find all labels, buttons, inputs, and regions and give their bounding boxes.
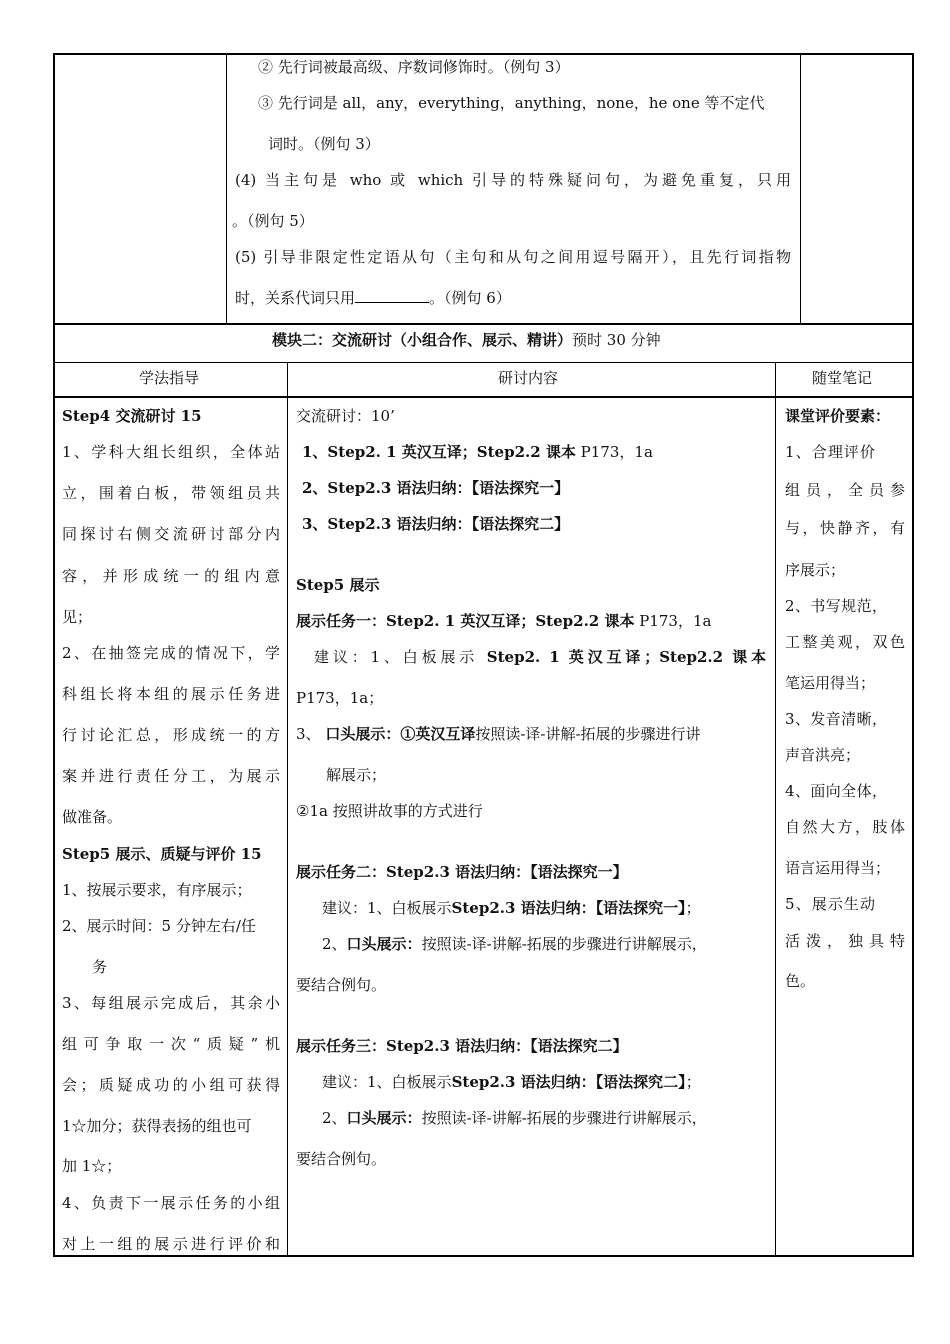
module-row-top [53, 323, 914, 325]
left-l1-1: 1、学科大组长组织，全体站 [62, 443, 280, 461]
task2-suggestion-2-bold: 口头展示： [346, 935, 422, 953]
evaluation-line-13: 5、展示生动 [785, 895, 875, 913]
module-title [272, 330, 661, 350]
evaluation-line-2: 组员，全员参 [785, 481, 905, 499]
table-border-left [53, 53, 55, 1257]
left-s2a: 2、展示时间：5 分钟左右/任 [62, 917, 256, 935]
left-l1-5: 见； [62, 608, 93, 626]
rule-item-5-line1: (5) 引导非限定性定语从句（主句和从句之间用逗号隔开），且先行词指物 [235, 248, 791, 266]
rule-item-5-text: 时，关系代词只用 [235, 289, 356, 307]
evaluation-line-9: 声音洪亮； [785, 746, 861, 764]
discussion-item-1-bold: 1、Step2. 1 英汉互译；Step2.2 课本 [302, 443, 576, 461]
top-divider-left [226, 53, 227, 324]
task1-suggestion-1-a: 建议：1、白板展示 [314, 648, 479, 666]
evaluation-line-12: 语言运用得当； [785, 859, 891, 877]
task3-suggestion-2-bold: 口头展示： [346, 1109, 422, 1127]
task1-title [296, 611, 711, 631]
discussion-item-2-text: 2、Step2.3 语法归纳： [302, 479, 472, 497]
left-l2-4: 案并进行责任分工，为展示 [62, 767, 280, 785]
evaluation-line-7: 笔运用得当； [785, 674, 876, 692]
evaluation-line-8: 3、发音清晰， [785, 710, 887, 728]
module-time: 预时 30 分钟 [572, 331, 661, 349]
column-divider-1 [287, 362, 288, 1256]
rule-item-3-line1: ③ 先行词是 all，any，everything，anything，none，he one 等不定代 [258, 94, 765, 112]
discussion-item-1-page: P173，1a [580, 443, 653, 461]
header-class-notes: 随堂笔记 [812, 369, 873, 387]
left-s1: 1、按展示要求，有序展示； [62, 881, 252, 899]
left-s3-1: 3、每组展示完成后，其余小 [62, 994, 280, 1012]
task1-suggestion-1-b: Step2. 1 英汉互译；Step2.2 课本 [486, 648, 766, 666]
task1-suggestion-1 [314, 647, 766, 667]
discussion-item-1 [302, 442, 653, 462]
fill-blank [355, 288, 429, 303]
discussion-item-2 [302, 478, 569, 498]
discussion-item-3-topic: 【语法探究二】 [471, 515, 570, 533]
task2-title [296, 862, 628, 882]
left-l2-1: 2、在抽签完成的情况下，学 [62, 644, 280, 662]
task2-suggestion-2-rest: 按照读-译-讲解-拓展的步骤进行讲解展示， [421, 935, 707, 953]
task3-suggestion-2-num: 2、 [322, 1109, 347, 1127]
task2-suggestion-2 [322, 934, 707, 954]
task2-suggestion-2-num: 2、 [322, 935, 347, 953]
task1-suggestion-1-cont: P173，1a； [296, 689, 384, 707]
task1-suggestion-3: ②1a 按照讲故事的方式进行 [296, 802, 483, 820]
evaluation-line-14: 活泼，独具特 [785, 932, 905, 950]
evaluation-line-3: 与，快静齐，有 [785, 519, 905, 537]
evaluation-line-1: 1、合理评价 [785, 443, 875, 461]
task3-suggestion-1-b: 白板展示 [391, 1073, 452, 1091]
task3-suggestion-1-c: Step2.3 语法归纳：【语法探究二】 [451, 1073, 686, 1091]
discussion-item-2-topic: 【语法探究一】 [471, 479, 570, 497]
task1-title-a: 展示 [296, 612, 327, 630]
task3-suggestion-1-d: ； [685, 1073, 701, 1091]
task1-suggestion-2-bold: 口头展示：①英汉互译 [325, 725, 476, 743]
left-s3-3: 会；质疑成功的小组可获得 [62, 1076, 280, 1094]
left-s3-4: 1☆加分；获得表扬的组也可 [62, 1117, 252, 1135]
table-border-right [912, 53, 914, 1257]
rule-item-4-line1: (4) 当主句是 who 或 which 引导的特殊疑问句，为避免重复，只用 [235, 171, 791, 189]
task1-suggestion-2-rest: 按照读-译-讲解-拓展的步骤进行讲 [475, 725, 701, 743]
task1-suggestion-2 [296, 724, 701, 744]
left-l1-3: 同探讨右侧交流研讨部分内 [62, 525, 280, 543]
task1-title-b: 任务一：Step2. 1 英汉互译；Step2.2 课本 [326, 612, 635, 630]
rule-item-3-line2: 词时。（例句 3） [268, 135, 380, 153]
header-row-top [53, 362, 914, 363]
rule-item-4-line2: 。（例句 5） [232, 212, 314, 230]
left-s2b: 务 [92, 958, 108, 976]
task3-suggestion-2-rest: 按照读-译-讲解-拓展的步骤进行讲解展示， [421, 1109, 707, 1127]
discussion-item-3 [302, 514, 569, 534]
rule-item-2: ② 先行词被最高级、序数词修饰时。（例句 3） [258, 58, 570, 76]
header-row-bottom [53, 396, 914, 398]
evaluation-line-4: 序展示； [785, 561, 846, 579]
table-border-top [53, 53, 914, 55]
task2-title-a: 展示任务二：Step2.3 语法归纳： [296, 863, 531, 881]
evaluation-line-11: 自然大方，肢体 [785, 818, 905, 836]
task2-title-b: 【语法探究一】 [530, 863, 628, 881]
task3-title-b: 【语法探究二】 [530, 1037, 628, 1055]
task3-suggestion-2 [322, 1108, 707, 1128]
task3-suggestion-1 [322, 1072, 701, 1092]
left-l2-3: 行讨论汇总，形成统一的方 [62, 726, 280, 744]
task1-suggestion-2-num: 3、 [296, 725, 321, 743]
left-l1-2: 立，围着白板，带领组员共 [62, 484, 280, 502]
task2-suggestion-1-b: Step2.3 语法归纳：【语法探究一】 [451, 899, 686, 917]
module-title-bold: 模块二：交流研讨（小组合作、展示、精讲） [272, 331, 573, 349]
step4-title: Step4 交流研讨 15 [62, 407, 202, 425]
task3-suggestion-2-cont: 要结合例句。 [296, 1150, 387, 1168]
discussion-intro: 交流研讨：10’ [296, 407, 395, 425]
left-s4-2: 对上一组的展示进行评价和 [62, 1235, 280, 1253]
evaluation-line-5: 2、书写规范， [785, 597, 887, 615]
top-divider-right [800, 53, 801, 324]
task1-title-page: P173，1a [639, 612, 712, 630]
task3-suggestion-1-a: 建议：1、 [322, 1073, 392, 1091]
rule-item-5-line2 [235, 288, 511, 308]
evaluation-title: 课堂评价要素： [785, 407, 891, 425]
step5-left-title: Step5 展示、质疑与评价 15 [62, 845, 262, 863]
left-l1-4: 容，并形成统一的组内意 [62, 567, 280, 585]
task2-suggestion-1-c: ； [685, 899, 701, 917]
task1-suggestion-2-cont: 解展示； [326, 766, 387, 784]
evaluation-line-15: 色。 [785, 972, 816, 990]
discussion-item-3-text: 3、Step2.3 语法归纳： [302, 515, 472, 533]
header-discussion-content: 研讨内容 [498, 369, 559, 387]
left-l2-2: 科组长将本组的展示任务进 [62, 685, 280, 703]
column-divider-2 [775, 362, 776, 1256]
rule-item-5-example: 。（例句 6） [429, 289, 511, 307]
task2-suggestion-1-a: 建议：1、白板展示 [322, 899, 452, 917]
left-s3-5: 加 1☆； [62, 1157, 122, 1175]
task2-suggestion-1 [322, 898, 701, 918]
step5-middle-title: Step5 展示 [296, 576, 380, 594]
task3-title [296, 1036, 628, 1056]
left-s3-2: 组可争取一次“质疑”机 [62, 1035, 280, 1053]
table-border-bottom [53, 1255, 914, 1257]
task3-title-a: 展示任务三：Step2.3 语法归纳： [296, 1037, 531, 1055]
evaluation-line-6: 工整美观，双色 [785, 633, 905, 651]
header-method-guide: 学法指导 [139, 369, 200, 387]
evaluation-line-10: 4、面向全体， [785, 782, 887, 800]
left-l2-5: 做准备。 [62, 808, 123, 826]
task2-suggestion-2-cont: 要结合例句。 [296, 976, 387, 994]
left-s4-1: 4、负责下一展示任务的小组 [62, 1194, 280, 1212]
